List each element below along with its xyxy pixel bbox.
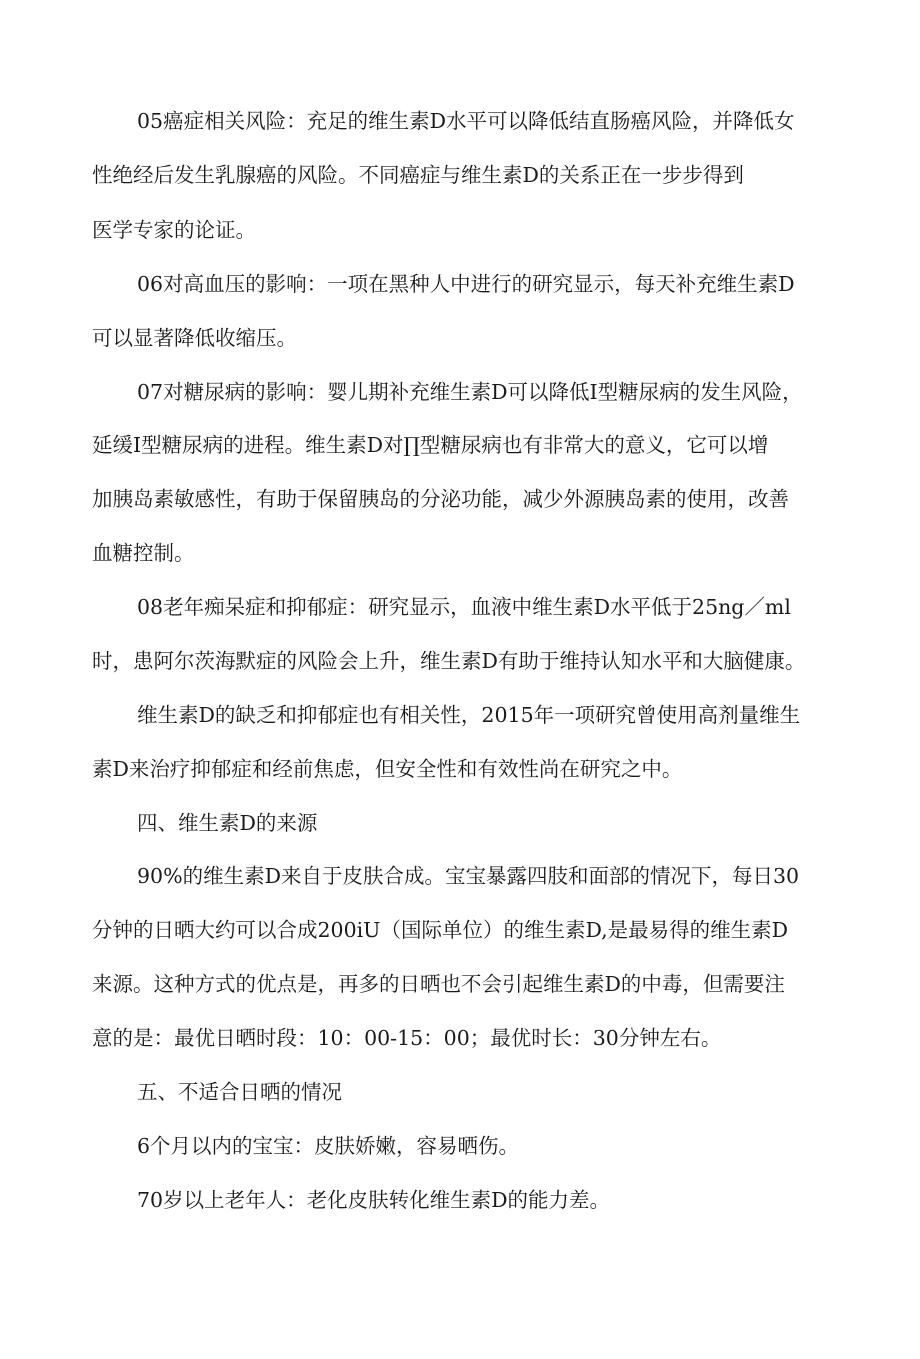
paragraph-08-line-2: 时，患阿尔茨海默症的风险会上升，维生素D有助于维持认知水平和大脑健康。: [92, 649, 806, 673]
paragraph-sources-line-3: 来源。这种方式的优点是，再多的日晒也不会引起维生素D的中毒，但需要注: [92, 972, 785, 996]
section-heading-sources: 四、维生素D的来源: [137, 811, 318, 835]
paragraph-sources-line-1: 90%的维生素D来自于皮肤合成。宝宝暴露四肢和面部的情况下，每日30: [137, 864, 800, 888]
paragraph-07-line-1: 07对糖尿病的影响：婴儿期补充维生素D可以降低I型糖尿病的发生风险，: [137, 380, 803, 404]
paragraph-08-line-1: 08老年痴呆症和抑郁症：研究显示，血液中维生素D水平低于25ng／ml: [137, 595, 791, 619]
paragraph-sources-line-4: 意的是：最优日晒时段：10：00-15：00；最优时长：30分钟左右。: [92, 1026, 722, 1050]
paragraph-sources-line-2: 分钟的日晒大约可以合成200iU（国际单位）的维生素D,是最易得的维生素D: [92, 918, 789, 942]
paragraph-05-line-1: 05癌症相关风险：充足的维生素D水平可以降低结直肠癌风险，并降低女: [137, 109, 795, 133]
paragraph-07-line-2: 延缓I型糖尿病的进程。维生素D对∏型糖尿病也有非常大的意义，它可以增: [92, 433, 769, 457]
paragraph-06-line-1: 06对高血压的影响：一项在黑种人中进行的研究显示，每天补充维生素D: [137, 272, 795, 296]
paragraph-05-line-3: 医学专家的论证。: [92, 218, 256, 242]
paragraph-06-line-2: 可以显著降低收缩压。: [92, 326, 297, 350]
paragraph-infants: 6个月以内的宝宝：皮肤娇嫩，容易晒伤。: [137, 1134, 520, 1158]
paragraph-elderly: 70岁以上老年人：老化皮肤转化维生素D的能力差。: [137, 1188, 611, 1212]
paragraph-07-line-3: 加胰岛素敏感性，有助于保留胰岛的分泌功能，减少外源胰岛素的使用，改善: [92, 487, 789, 511]
paragraph-depression-line-2: 素D来治疗抑郁症和经前焦虑，但安全性和有效性尚在研究之中。: [92, 757, 683, 781]
paragraph-07-line-4: 血糖控制。: [92, 541, 195, 565]
paragraph-05-line-2: 性绝经后发生乳腺癌的风险。不同癌症与维生素D的关系正在一步步得到: [92, 163, 744, 187]
paragraph-depression-line-1: 维生素D的缺乏和抑郁症也有相关性，2015年一项研究曾使用高剂量维生: [137, 703, 801, 727]
section-heading-unsuitable: 五、不适合日晒的情况: [137, 1080, 342, 1104]
